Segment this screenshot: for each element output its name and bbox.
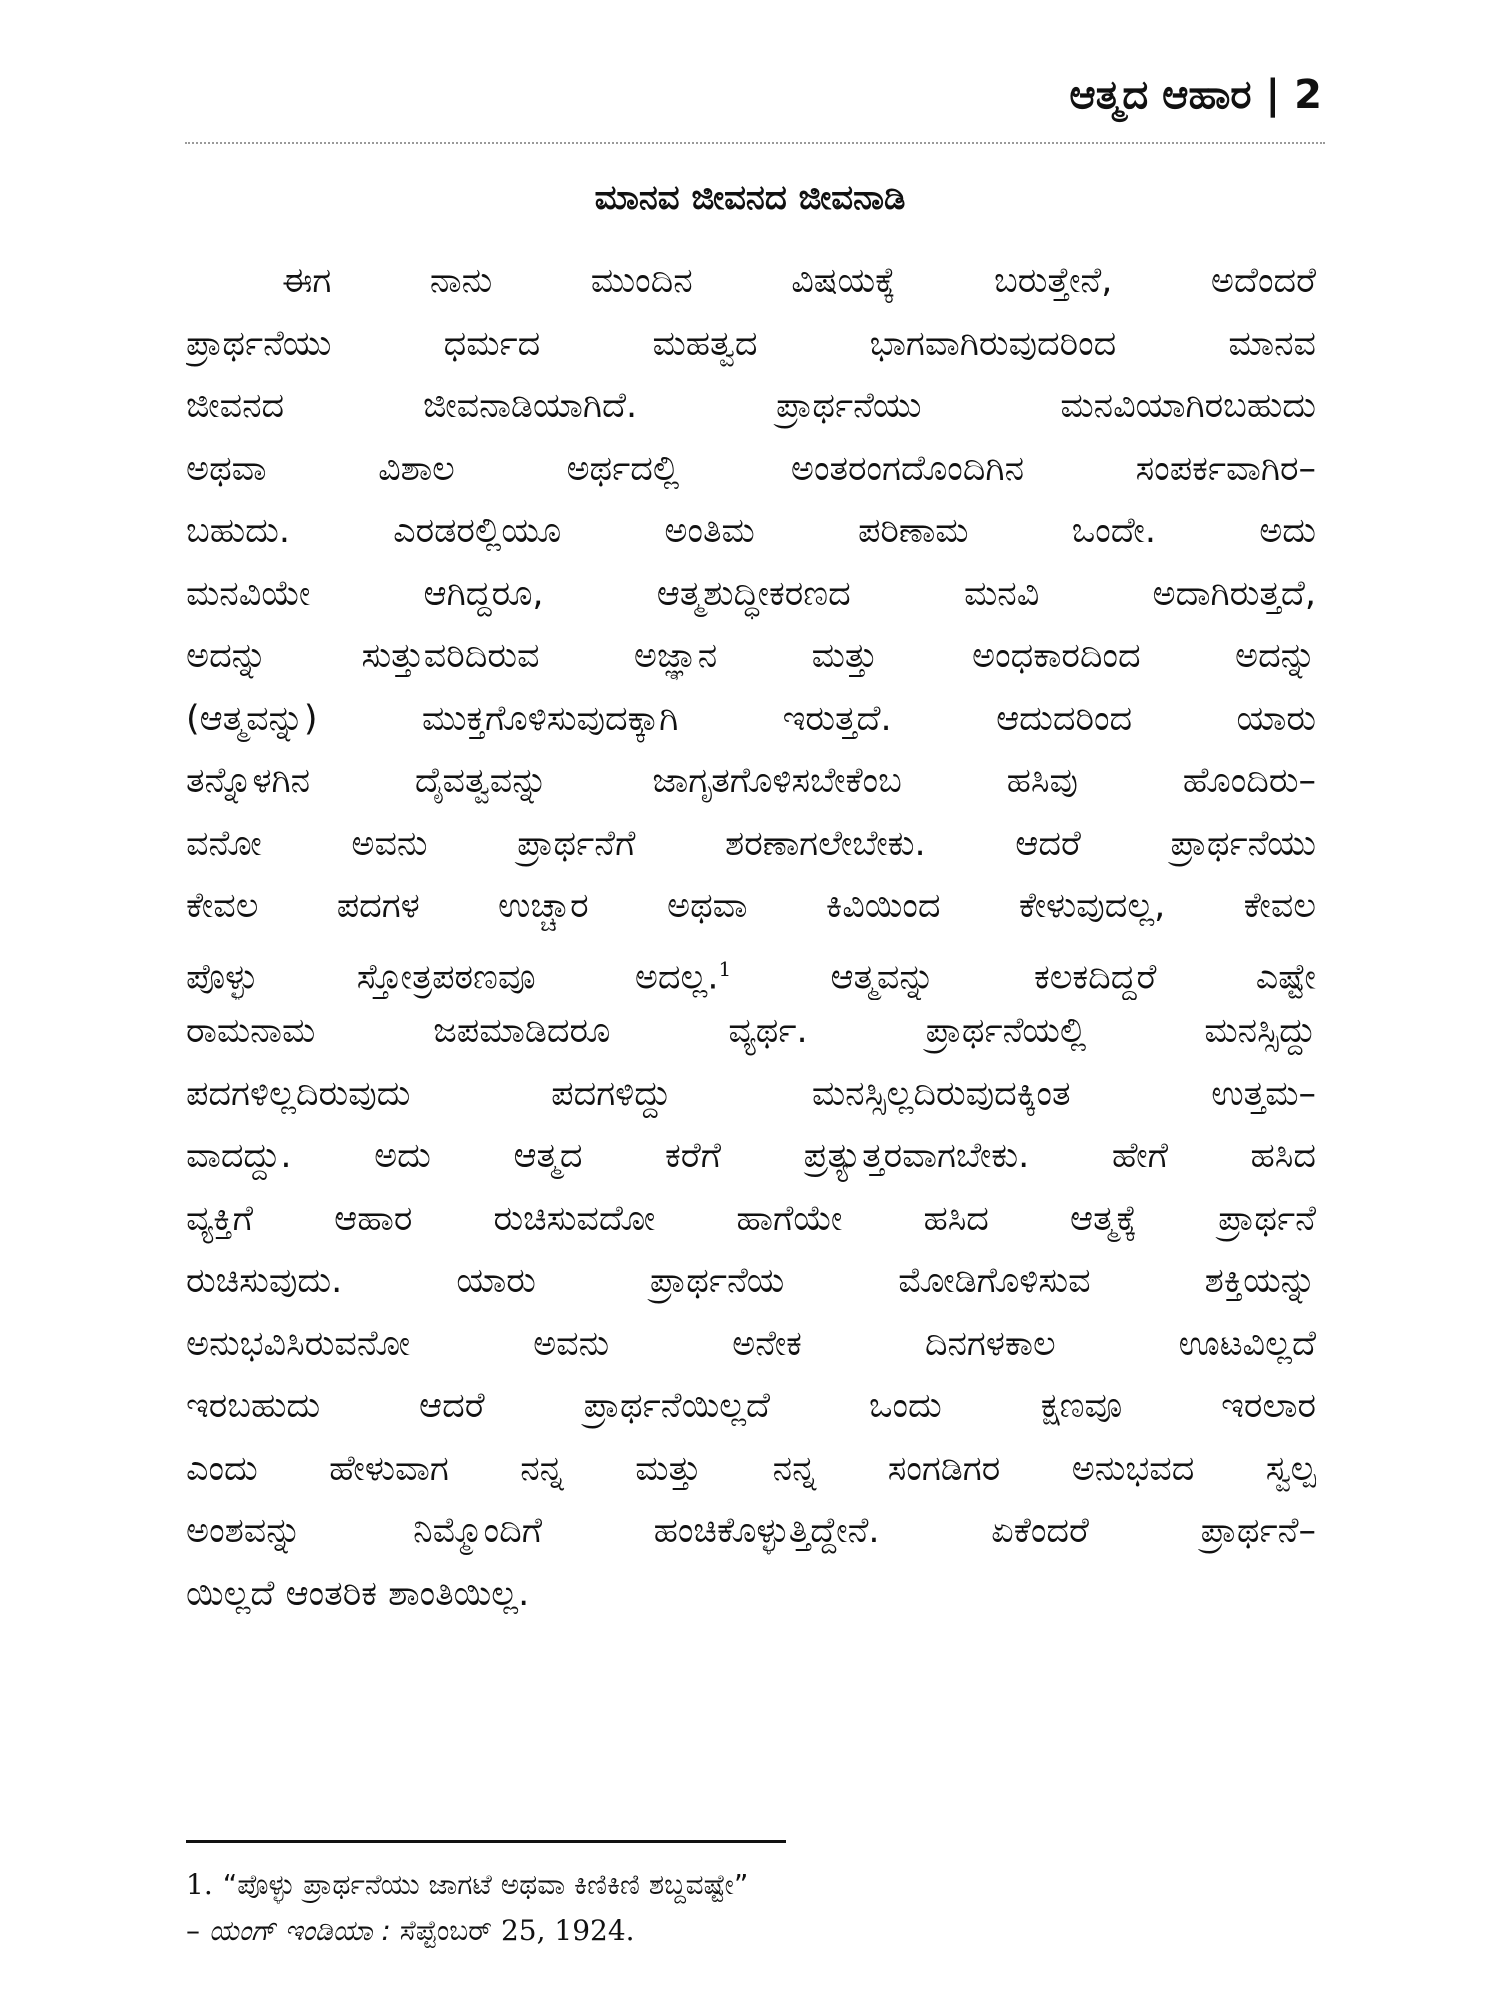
footnote-number: 1. [186, 1868, 213, 1901]
body-line: ಮನವಿಯೇ ಆಗಿದ್ದರೂ, ಆತ್ಮಶುದ್ಧೀಕರಣದ ಮನವಿ ಅದಾಗಿರುತ್ತದೆ, [186, 573, 1316, 614]
body-line: ಜೀವನದ ಜೀವನಾಡಿಯಾಗಿದೆ. ಪ್ರಾರ್ಥನೆಯು ಮನವಿಯಾಗಿರಬಹುದು [186, 386, 1316, 426]
header-separator: | [1265, 72, 1281, 118]
running-header [1069, 72, 1322, 118]
body-line-with-footnote [186, 938, 1316, 1001]
page-number: 2 [1294, 72, 1322, 118]
body-line: ಕೇವಲ ಪದಗಳ ಉಚ್ಚಾರ ಅಥವಾ ಕಿವಿಯಿಂದ ಕೇಳುವುದಲ್ಲ, ಕೇವಲ [186, 886, 1316, 926]
body-line: ವನೋ ಅವನು ಪ್ರಾರ್ಥನೆಗೆ ಶರಣಾಗಲೇಬೇಕು. ಆದರೆ ಪ್ರಾರ್ಥನೆಯು [186, 823, 1316, 864]
body-line: ಇರಬಹುದು ಆದರೆ ಪ್ರಾರ್ಥನೆಯಿಲ್ಲದೆ ಒಂದು ಕ್ಷಣವೂ ಇರಲಾರ [186, 1386, 1316, 1426]
body-line: ತನ್ನೊಳಗಿನ ದೈವತ್ವವನ್ನು ಜಾಗೃತಗೊಳಿಸಬೇಕೆಂಬ ಹಸಿವು ಹೊಂದಿರು– [186, 761, 1316, 801]
body-line: ವಾದದ್ದು. ಅದು ಆತ್ಮದ ಕರೆಗೆ ಪ್ರತ್ಯುತ್ತರವಾಗಬೇಕು. ಹೇಗೆ ಹಸಿದ [186, 1136, 1316, 1176]
section-title: ಮಾನವ ಜೀವನದ ಜೀವನಾಡಿ [594, 178, 906, 218]
body-line: ಈಗ ನಾನು ಮುಂದಿನ ವಿಷಯಕ್ಕೆ ಬರುತ್ತೇನೆ, ಅದೆಂದರೆ [282, 261, 1316, 301]
chapter-title: ಆತ್ಮದ ಆಹಾರ [1069, 72, 1252, 118]
body-line: ಅಥವಾ ವಿಶಾಲ ಅರ್ಥದಲ್ಲಿ ಅಂತರಂಗದೊಂದಿಗಿನ ಸಂಪರ್ಕವಾಗಿರ– [186, 448, 1316, 489]
header-divider [185, 142, 1325, 144]
body-line: ಎಂದು ಹೇಳುವಾಗ ನನ್ನ ಮತ್ತು ನನ್ನ ಸಂಗಡಿಗರ ಅನುಭವದ ಸ್ವಲ್ಪ [186, 1448, 1316, 1489]
body-line: ಯಿಲ್ಲದೆ ಆಂತರಿಕ ಶಾಂತಿಯಿಲ್ಲ. [186, 1573, 530, 1614]
body-line: ಪ್ರಾರ್ಥನೆಯು ಧರ್ಮದ ಮಹತ್ವದ ಭಾಗವಾಗಿರುವುದರಿಂದ ಮಾನವ [186, 323, 1316, 364]
footnote-source-dash: – [186, 1914, 200, 1947]
body-line: ಅನುಭವಿಸಿರುವನೋ ಅವನು ಅನೇಕ ದಿನಗಳಕಾಲ ಊಟವಿಲ್ಲದೆ [186, 1323, 1316, 1364]
footnote-marker: 1 [718, 956, 732, 981]
footnote-divider [186, 1840, 786, 1843]
body-line: ರುಚಿಸುವುದು. ಯಾರು ಪ್ರಾರ್ಥನೆಯ ಮೋಡಿಗೊಳಿಸುವ ಶಕ್ತಿಯನ್ನು [186, 1261, 1316, 1301]
body-line-part: ಆತ್ಮವನ್ನು ಕಲಕದಿದ್ದರೆ ಎಷ್ಟೇ [830, 957, 1316, 998]
footnote-source-line [186, 1908, 1316, 1954]
footnote-quote: “ಪೊಳ್ಳು ಪ್ರಾರ್ಥನೆಯು ಜಾಗಟೆ ಅಥವಾ ಕಿಣಿಕಿಣಿ ಶಬ್ದವಷ್ಟೇ” [222, 1868, 749, 1901]
body-line: ಬಹುದು. ಎರಡರಲ್ಲಿಯೂ ಅಂತಿಮ ಪರಿಣಾಮ ಒಂದೇ. ಅದು [186, 511, 1316, 551]
body-line: ಅದನ್ನು ಸುತ್ತುವರಿದಿರುವ ಅಜ್ಞಾನ ಮತ್ತು ಅಂಧಕಾರದಿಂದ ಅದನ್ನು [186, 636, 1316, 676]
body-line: ರಾಮನಾಮ ಜಪಮಾಡಿದರೂ ವ್ಯರ್ಥ. ಪ್ರಾರ್ಥನೆಯಲ್ಲಿ ಮನಸ್ಸಿದ್ದು [186, 1011, 1316, 1051]
body-line: (ಆತ್ಮವನ್ನು) ಮುಕ್ತಗೊಳಿಸುವುದಕ್ಕಾಗಿ ಇರುತ್ತದೆ. ಆದುದರಿಂದ ಯಾರು [186, 698, 1316, 739]
body-line: ಪದಗಳಿಲ್ಲದಿರುವುದು ಪದಗಳಿದ್ದು ಮನಸ್ಸಿಲ್ಲದಿರುವುದಕ್ಕಿಂತ ಉತ್ತಮ– [186, 1073, 1316, 1114]
footnote [186, 1862, 1316, 1954]
footnote-source-name: ಯಂಗ್ ಇಂಡಿಯಾ : [208, 1914, 391, 1947]
body-line-part: ಪೊಳ್ಳು ಸ್ತೋತ್ರಪಠಣವೂ ಅದಲ್ಲ. [186, 957, 719, 998]
body-paragraph [186, 250, 1316, 1625]
footnote-quote-line [186, 1862, 1316, 1908]
body-line: ವ್ಯಕ್ತಿಗೆ ಆಹಾರ ರುಚಿಸುವದೋ ಹಾಗೆಯೇ ಹಸಿದ ಆತ್ಮಕ್ಕೆ ಪ್ರಾರ್ಥನೆ [186, 1198, 1316, 1239]
body-line: ಅಂಶವನ್ನು ನಿಮ್ಮೊಂದಿಗೆ ಹಂಚಿಕೊಳ್ಳುತ್ತಿದ್ದೇನೆ. ಏಕೆಂದರೆ ಪ್ರಾರ್ಥನೆ– [186, 1511, 1316, 1551]
footnote-source-date: ಸೆಪ್ಟೆಂಬರ್ 25, 1924. [399, 1914, 635, 1947]
